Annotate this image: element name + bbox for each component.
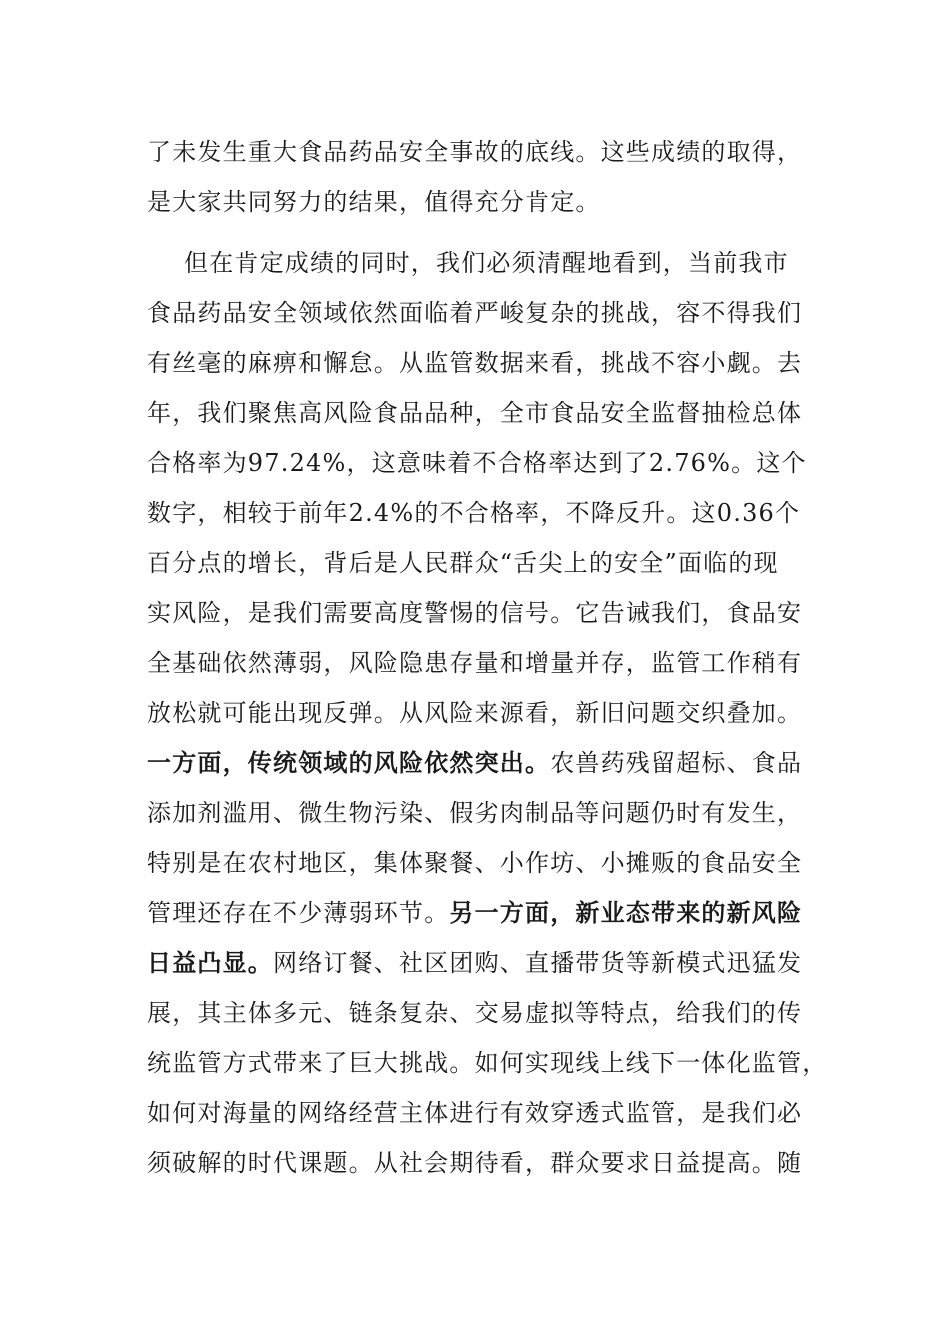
- text-run: 合格率为97.24%，这意味着不合格率达到了2.76%。这个: [147, 449, 807, 477]
- text-run: 网络订餐、社区团购、直播带货等新模式迅猛发: [273, 949, 803, 977]
- text-run: 但在肯定成绩的同时，我们必须清醒地看到，当前我市: [184, 249, 789, 277]
- text-run: 有丝毫的麻痹和懈怠。从监管数据来看，挑战不容小觑。去: [147, 349, 803, 377]
- text-run: 全基础依然薄弱，风险隐患存量和增量并存，监管工作稍有: [147, 649, 803, 677]
- text-run: 放松就可能出现反弹。从风险来源看，新旧问题交织叠加。: [147, 699, 803, 727]
- paragraph-2: [147, 238, 837, 1188]
- text-run: 是大家共同努力的结果，值得充分肯定。: [147, 188, 601, 216]
- text-run: 农兽药残留超标、食品: [550, 749, 803, 777]
- text-run: 展，其主体多元、链条复杂、交易虚拟等特点，给我们的传: [147, 999, 803, 1027]
- text-line: [147, 488, 837, 538]
- text-line: [147, 688, 837, 738]
- text-run: 百分点的增长，背后是人民群众“舌尖上的安全”面临的现: [147, 549, 779, 577]
- text-line: [147, 1088, 837, 1138]
- text-line: [147, 788, 837, 838]
- text-line: [147, 238, 837, 288]
- text-run: 食品药品安全领域依然面临着严峻复杂的挑战，容不得我们: [147, 299, 803, 327]
- text-run: 须破解的时代课题。从社会期待看，群众要求日益提高。随: [147, 1149, 803, 1177]
- text-line: [147, 288, 837, 338]
- text-line: [147, 388, 837, 438]
- text-run: 年，我们聚焦高风险食品品种，全市食品安全监督抽检总体: [147, 399, 803, 427]
- text-run: 实风险，是我们需要高度警惕的信号。它告诫我们，食品安: [147, 599, 803, 627]
- text-line: [147, 127, 837, 177]
- text-line: [147, 1038, 837, 1088]
- text-line: [147, 838, 837, 888]
- text-run: 特别是在农村地区，集体聚餐、小作坊、小摊贩的食品安全: [147, 849, 803, 877]
- text-line: [147, 588, 837, 638]
- bold-text-run: 日益凸显。: [147, 948, 273, 977]
- text-line: [147, 338, 837, 388]
- text-run: 管理还存在不少薄弱环节。: [147, 899, 450, 927]
- text-line: [147, 1138, 837, 1188]
- bold-text-run: 一方面，传统领域的风险依然突出。: [147, 748, 551, 777]
- text-run: 数字，相较于前年2.4%的不合格率，不降反升。这0.36个: [147, 499, 801, 527]
- text-line: [147, 177, 837, 227]
- text-line: [147, 438, 837, 488]
- text-line: [147, 888, 837, 938]
- text-line: [147, 738, 837, 788]
- text-line: [147, 938, 837, 988]
- text-line: [147, 638, 837, 688]
- text-run: 添加剂滥用、微生物污染、假劣肉制品等问题仍时有发生，: [147, 799, 803, 827]
- text-run: 统监管方式带来了巨大挑战。如何实现线上线下一体化监管，: [147, 1049, 828, 1077]
- bold-text-run: 另一方面，新业态带来的新风险: [449, 898, 803, 927]
- text-line: [147, 988, 837, 1038]
- text-run: 如何对海量的网络经营主体进行有效穿透式监管，是我们必: [147, 1099, 803, 1127]
- text-run: 了未发生重大食品药品安全事故的底线。这些成绩的取得，: [147, 138, 803, 166]
- paragraph-1: [147, 127, 837, 227]
- text-line: [147, 538, 837, 588]
